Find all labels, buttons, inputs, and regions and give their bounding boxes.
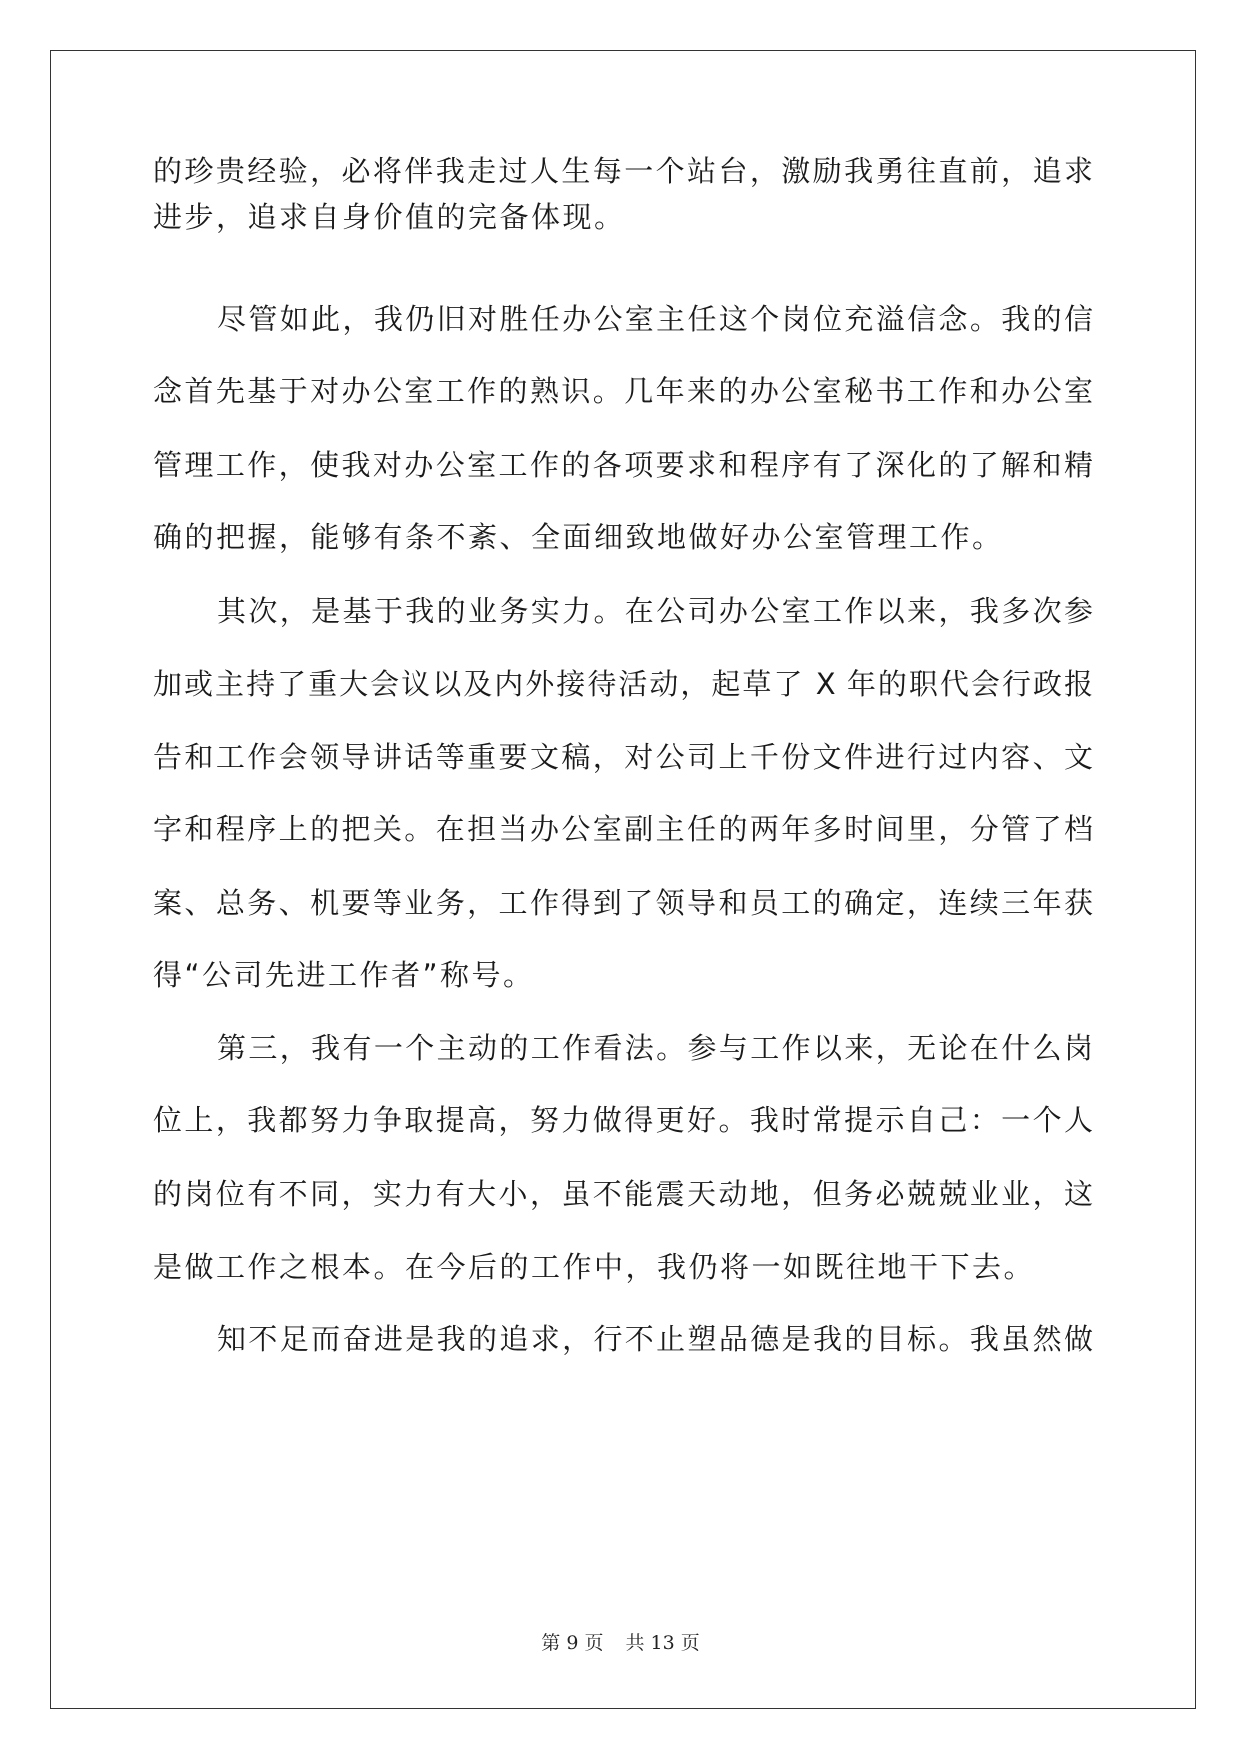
text-line: 加或主持了重大会议以及内外接待活动，起草了 X 年的职代会行政报 [153,667,1093,701]
text-line: 的岗位有不同，实力有大小，虽不能震天动地，但务必兢兢业业，这 [153,1177,1093,1211]
text-line: 案、总务、机要等业务，工作得到了领导和员工的确定，连续三年获 [153,886,1093,920]
text-line: 得“公司先进工作者”称号。 [153,958,535,992]
text-line: 进步，追求自身价值的完备体现。 [153,200,626,234]
text-line: 告和工作会领导讲话等重要文稿，对公司上千份文件进行过内容、文 [153,740,1093,774]
text-line: 念首先基于对办公室工作的熟识。几年来的办公室秘书工作和办公室 [153,374,1093,408]
text-line: 尽管如此，我仍旧对胜任办公室主任这个岗位充溢信念。我的信 [217,302,1093,336]
text-line: 位上，我都努力争取提高，努力做得更好。我时常提示自己：一个人 [153,1103,1093,1137]
page-number: 第 9 页 [541,1632,604,1654]
text-line: 的珍贵经验，必将伴我走过人生每一个站台，激励我勇往直前，追求 [153,154,1093,188]
text-line: 是做工作之根本。在今后的工作中，我仍将一如既往地干下去。 [153,1250,1036,1284]
text-line: 管理工作，使我对办公室工作的各项要求和程序有了深化的了解和精 [153,448,1093,482]
text-line: 确的把握，能够有条不紊、全面细致地做好办公室管理工作。 [153,520,1004,554]
text-line: 第三，我有一个主动的工作看法。参与工作以来，无论在什么岗 [217,1031,1093,1065]
text-line: 其次，是基于我的业务实力。在公司办公室工作以来，我多次参 [217,594,1093,628]
page-footer [0,1628,1241,1655]
text-line: 字和程序上的把关。在担当办公室副主任的两年多时间里，分管了档 [153,812,1093,846]
text-line: 知不足而奋进是我的追求，行不止塑品德是我的目标。我虽然做 [217,1322,1093,1356]
page-total: 共 13 页 [625,1632,700,1654]
